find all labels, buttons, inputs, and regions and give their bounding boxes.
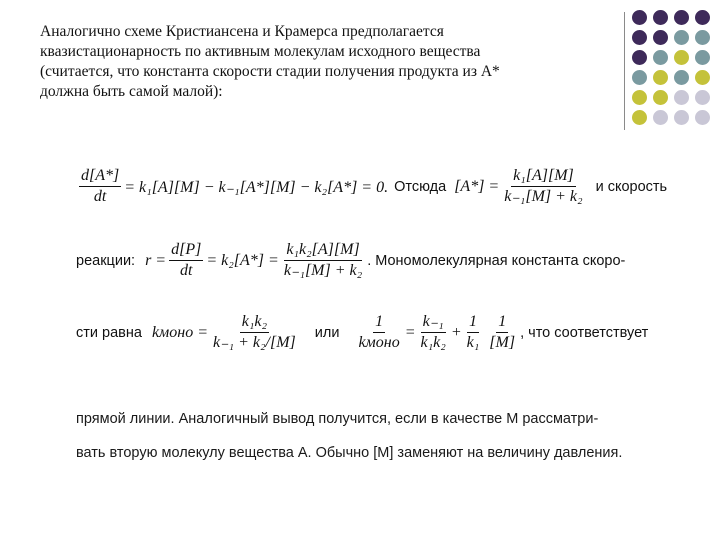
- otsyuda-text: Отсюда: [394, 178, 447, 195]
- dA-dt-fraction: [79, 166, 121, 207]
- dot: [695, 30, 710, 45]
- dot: [695, 70, 710, 85]
- fraction-denominator: k₋₁ + k₂/[M]: [212, 334, 296, 351]
- dot: [674, 70, 689, 85]
- conclusion-paragraph: [76, 402, 656, 470]
- dot: [653, 10, 668, 25]
- dot: [695, 110, 710, 125]
- intro-line-1: Аналогично схеме Кристиансена и Крамерса предполагается: [40, 23, 444, 40]
- or-text: или: [314, 324, 340, 341]
- equals-sign: =: [404, 323, 416, 341]
- dot: [674, 50, 689, 65]
- dot: [632, 90, 647, 105]
- dot: [632, 50, 647, 65]
- equation-3: [76, 312, 648, 353]
- astar-fraction: [502, 166, 584, 207]
- dot: [653, 70, 668, 85]
- dot: [674, 30, 689, 45]
- corresponds-text: , что соответствует: [520, 324, 649, 341]
- intro-text: [40, 22, 610, 102]
- dot: [632, 70, 647, 85]
- plus-sign: +: [450, 323, 462, 341]
- fraction-denominator: k₁: [466, 334, 480, 351]
- reaction-label: реакции:: [76, 252, 136, 269]
- one-over-k1-fraction: [465, 312, 482, 353]
- dot: [674, 90, 689, 105]
- dot: [674, 10, 689, 25]
- fraction-denominator: k₁k₂: [420, 334, 446, 351]
- rate-expression: = k₁[A][M] − k₋₁[A*][M] − k₂[A*] = 0.: [124, 178, 389, 196]
- fraction-denominator: dt: [180, 262, 193, 279]
- dP-dt-fraction: [169, 240, 203, 281]
- dot: [695, 10, 710, 25]
- km1-k1k2-fraction: [419, 312, 448, 353]
- paragraph-line-1: прямой линии. Аналогичный вывод получится, если в качестве M рассматри-: [76, 411, 599, 427]
- intro-line-4: должна быть самой малой):: [40, 83, 223, 100]
- fraction-denominator: k₋₁[M] + k₂: [283, 262, 363, 279]
- kmono-fraction: [211, 312, 298, 353]
- fraction-denominator: kмоно: [358, 334, 400, 351]
- fraction-numerator: k₁k₂[A][M]: [284, 240, 361, 261]
- fraction-numerator: 1: [373, 312, 385, 333]
- dot: [653, 50, 668, 65]
- fraction-numerator: 1: [467, 312, 479, 333]
- fraction-numerator: k₁k₂: [240, 312, 269, 333]
- fraction-numerator: d[P]: [169, 240, 203, 261]
- intro-line-2: квазистационарность по активным молекулам исходного вещества: [40, 43, 481, 60]
- dot: [653, 110, 668, 125]
- fraction-denominator: [M]: [489, 334, 516, 351]
- inverse-kmono-fraction: [356, 312, 401, 353]
- equation-1: [76, 166, 667, 207]
- fraction-denominator: k₋₁[M] + k₂: [504, 188, 583, 205]
- equation-2: [76, 240, 625, 281]
- astar-label: [A*] =: [454, 177, 500, 195]
- equals-label: сти равна: [76, 324, 142, 341]
- dot: [632, 10, 647, 25]
- one-over-M-fraction: [487, 312, 517, 353]
- fraction-denominator: dt: [93, 188, 107, 205]
- intro-line-3: (считается, что константа скорости стадии получения продукта из А*: [40, 63, 500, 80]
- fraction-numerator: k₁[A][M]: [511, 166, 576, 187]
- k2-astar: = k₂[A*] =: [206, 251, 279, 269]
- dot: [632, 30, 647, 45]
- vertical-divider: [624, 12, 625, 130]
- dot: [674, 110, 689, 125]
- dot: [632, 110, 647, 125]
- rate-fraction: [282, 240, 364, 281]
- dot: [653, 30, 668, 45]
- fraction-numerator: k₋₁: [421, 312, 446, 333]
- paragraph-line-2: вать вторую молекулу вещества A. Обычно [M] заменяют на величину давления.: [76, 445, 623, 461]
- dot: [695, 90, 710, 105]
- r-label: r =: [145, 251, 167, 269]
- fraction-numerator: 1: [496, 312, 508, 333]
- and-rate-text: и скорость: [595, 178, 668, 195]
- dot: [695, 50, 710, 65]
- mono-constant-text: . Мономолекулярная константа скоро-: [367, 252, 626, 269]
- fraction-numerator: d[A*]: [79, 166, 121, 187]
- dot: [653, 90, 668, 105]
- kmono-label: kмоно =: [151, 323, 208, 341]
